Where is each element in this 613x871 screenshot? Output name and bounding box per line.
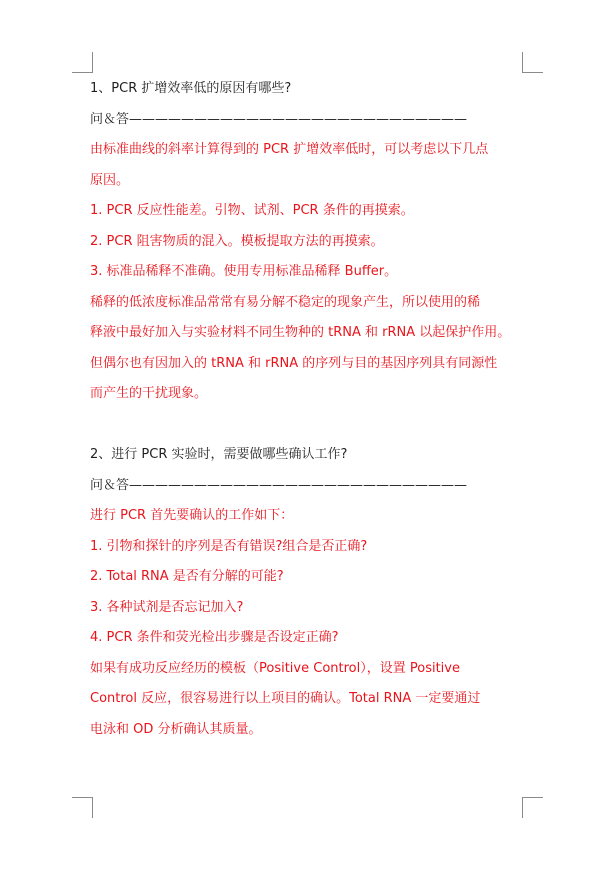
page-corner-mark-top-left <box>72 52 93 73</box>
paragraph-gap <box>90 410 535 441</box>
answer-line: 稀释的低浓度标准品常常有易分解不稳定的现象产生，所以使用的稀 <box>90 294 481 310</box>
qa-divider: 问＆答—————————————————————————— <box>90 477 468 493</box>
answer-line: 由标准曲线的斜率计算得到的 PCR 扩增效率低时，可以考虑以下几点 <box>90 142 489 157</box>
page-corner-mark-bottom-left <box>72 797 93 818</box>
answer-line: 2. Total RNA 是否有分解的可能? <box>90 569 284 584</box>
qa-divider: 问＆答—————————————————————————— <box>90 111 468 127</box>
question-heading: 1、PCR 扩增效率低的原因有哪些? <box>90 81 292 96</box>
answer-line: 3. 标准品稀释不准确。使用专用标准品稀释 Buffer。 <box>90 264 398 279</box>
answer-line: 4. PCR 条件和荧光检出步骤是否设定正确? <box>90 630 339 645</box>
answer-line: 3. 各种试剂是否忘记加入? <box>90 599 244 615</box>
answer-line: Control 反应，很容易进行以上项目的确认。Total RNA 一定要通过 <box>90 691 481 706</box>
document-page <box>90 74 535 745</box>
page-corner-mark-top-right <box>522 52 543 73</box>
answer-line: 1. 引物和探针的序列是否有错误?组合是否正确? <box>90 538 368 554</box>
answer-line: 如果有成功反应经历的模板（Positive Control），设置 Positive <box>90 660 460 676</box>
page-corner-mark-bottom-right <box>522 797 543 818</box>
answer-line: 进行 PCR 首先要确认的工作如下： <box>90 508 294 523</box>
answer-line: 释液中最好加入与实验材料不同生物种的 tRNA 和 rRNA 以起保护作用。 <box>90 325 511 340</box>
answer-line: 1. PCR 反应性能差。引物、试剂、PCR 条件的再摸索。 <box>90 203 414 218</box>
answer-line: 但偶尔也有因加入的 tRNA 和 rRNA 的序列与目的基因序列具有同源性 <box>90 355 498 371</box>
answer-line: 电泳和 OD 分析确认其质量。 <box>90 721 262 737</box>
answer-line: 原因。 <box>90 172 130 188</box>
answer-line: 而产生的干扰现象。 <box>90 386 208 401</box>
answer-line: 2. PCR 阻害物质的混入。模板提取方法的再摸索。 <box>90 233 384 249</box>
question-heading: 2、进行 PCR 实验时，需要做哪些确认工作? <box>90 447 348 462</box>
